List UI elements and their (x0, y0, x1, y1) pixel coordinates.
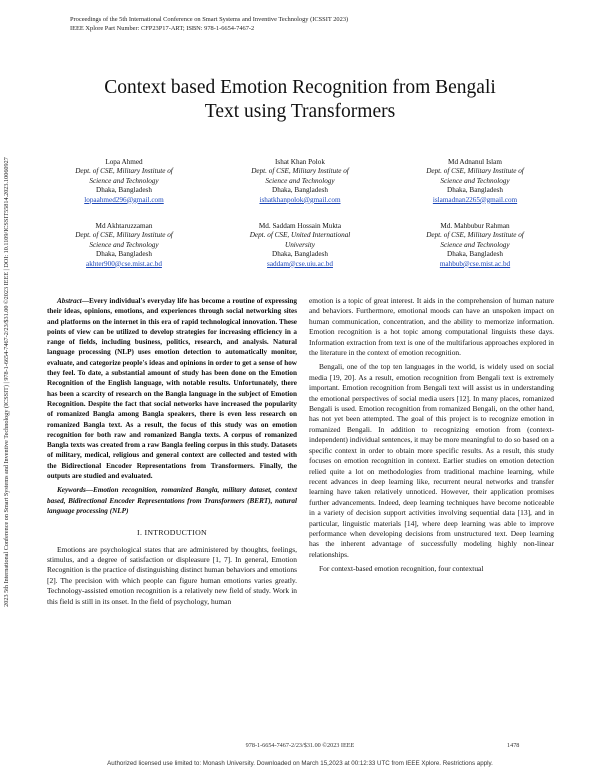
author-dept: Dept. of CSE, Military Institute of (426, 167, 524, 176)
author-block (400, 158, 550, 205)
abstract-label: Abstract (57, 297, 82, 305)
author-city: Dhaka, Bangladesh (96, 186, 152, 195)
header-line-1: Proceedings of the 5th International Conference on Smart Systems and Inventive Technology (ICSSIT 2023) (70, 16, 349, 23)
author-city: Dhaka, Bangladesh (447, 250, 503, 259)
author-city: Dhaka, Bangladesh (272, 186, 328, 195)
author-city: Dhaka, Bangladesh (96, 250, 152, 259)
author-inst: Science and Technology (265, 176, 335, 185)
body-paragraph: For context-based emotion recognition, four contextual (319, 564, 484, 574)
footer-isbn: 978-1-6654-7467-2/23/$31.00 ©2023 IEEE (245, 742, 355, 749)
author-name: Md. Saddam Hossain Mukta (258, 222, 342, 230)
author-name: Lopa Ahmed (105, 158, 143, 166)
author-block (49, 158, 199, 205)
author-name: Ishat Khan Polok (275, 158, 325, 166)
author-block (225, 222, 375, 269)
abstract-text: —Every individual's everyday life has become a routine of expressing their ideas, opinions, emotions, and experiences through social networking sites and platforms on the internet in this era of rapid technological innovation. These points of view can be utilized to develop strategies for increasing efficiency in a range of fields, including business, politics, research, and analysis. Natural language processing (NLP) uses emotion detection to automatically monitor, evaluate, and categorize people's ideas and opinions in order to get a sense of how they feel. To date, a substantial amount of study has been done on the Emotion Recognition of the English language, with notable results. Unfortunately, there has been a scarcity of research on the Bangla language in the subject of Emotion Recognition. Despite the fact that social networks have increased the popularity of romanized Bangla among Bangla speakers, there is even less research on romanized Bangla text. As a result, the focus of this study was on emotion recognition for both raw and romanized Bangla texts. A corpus of romanized Bangla texts was created from a raw Bangla feeling corpus in this study. Datasets of military, medical, religious and general context are collected and tested with the Bidirectional Encoder Representations from Transformers. Finally, the outputs are studied and evaluated. (47, 297, 297, 481)
doi-sidebar: 2023 5th International Conference on Smart Systems and Inventive Technology (ICSSIT) | 978-1-6654-7467-2/23/$31.00 ©2023 IEEE | DOI: 10.1109/ICSSIT55814.2023.10060927 (3, 157, 10, 607)
section-heading-introduction: I. INTRODUCTION (137, 528, 207, 538)
keywords-text: Emotion recognition, romanized Bangla, military dataset, context based, Bidirectional Encoder Representations from Transformers (BERT), natural language processing (NLP) (47, 486, 297, 515)
author-email-link[interactable]: islamadnan2265@gmail.com (432, 195, 518, 204)
intro-paragraph: Emotions are psychological states that are administered by thoughts, feelings, stimulus, and a degree of satisfaction or displeasure [1, 7]. In general, Emotion Recognition is the practice of distinguishing distinct human behaviors and emotions [2]. The precision with which people can figure human emotions varies greatly. Technology-assisted emotion recognition is a relatively new field of study. Work in this field is still in its onset. In the field of psychology, human (47, 544, 297, 606)
author-inst: University (285, 240, 315, 249)
author-email-link[interactable]: akhter900@cse.mist.ac.bd (86, 259, 162, 268)
author-inst: Science and Technology (440, 176, 510, 185)
body-paragraph: Bengali, one of the top ten languages in the world, is widely used on social media [19, 20]. As a result, emotion recognition from Bengali text is extremely important. Emotion recognition from Bengali text will assist us in understanding the emotional perspectives of social media users [12]. In many places, romanized Bengali is used. Emotion recognition from romanized Bengali, on the other hand, has not yet been attempted. The goal of this project is to recognize emotion in romanized Bengali. In addition to recognizing emotion from (context-independent) individual sentences, it may be more meaningful to do so based on a specific context in order to obtain more specific results. As a result, this study focuses on emotion recognition in context. Earlier studies on emotion detection relied quite a lot on methodologies from traditional machine learning, while recent advances in deep learning like, recurrent neural networks and transfer learning have taken relatively unnoticed. However, their application promises further advancements. Indeed, deep learning techniques have become noticeable in a variety of decision support activities involving sequential data [13], and in particular, linguistic materials [14], where deep learning was able to improve performance when developing decisions from unstructured text. Deep learning has the inherent advantage of successfully modeling highly non-linear relationships. (309, 362, 554, 559)
author-inst: Science and Technology (89, 240, 159, 249)
author-city: Dhaka, Bangladesh (272, 250, 328, 259)
conference-header (70, 15, 348, 33)
author-email-link[interactable]: mahbub@cse.mist.ac.bd (439, 259, 511, 268)
right-column (309, 296, 554, 579)
author-inst: Science and Technology (440, 240, 510, 249)
author-inst: Science and Technology (89, 176, 159, 185)
paper-title (40, 76, 560, 124)
author-dept: Dept. of CSE, Military Institute of (251, 167, 349, 176)
author-name: Md. Mahbubur Rahman (440, 222, 510, 230)
author-name: Md Akhtaruzzaman (95, 222, 153, 230)
author-dept: Dept. of CSE, Military Institute of (75, 231, 173, 240)
body-paragraph: emotion is a topic of great interest. It aids in the comprehension of human nature and behaviors. Furthermore, emotional moods can have an unspoken impact on human communication, concentration, and the ability to memorize information. Emotion recognition is a hot topic among computational linguists these days. Information extraction from text is one of the multifarious approaches explored in the literature in the context of emotion recognition. (309, 296, 554, 358)
author-email-link[interactable]: ishatkhanpolok@gmail.com (259, 195, 341, 204)
author-block (400, 222, 550, 269)
abstract (47, 296, 297, 481)
page-number: 1478 (507, 742, 520, 749)
title-line-2: Text using Transformers (204, 101, 396, 122)
author-dept: Dept. of CSE, Military Institute of (75, 167, 173, 176)
title-line-1: Context based Emotion Recognition from Bengali (104, 77, 496, 98)
left-column (47, 296, 297, 611)
header-line-2: IEEE Xplore Part Number: CFP23P17-ART; ISBN: 978-1-6654-7467-2 (70, 25, 255, 32)
author-name: Md Adnanul Islam (448, 158, 502, 166)
keywords-label: Keywords— (57, 486, 93, 495)
keywords (47, 485, 297, 516)
author-dept: Dept. of CSE, Military Institute of (426, 231, 524, 240)
author-city: Dhaka, Bangladesh (447, 186, 503, 195)
author-dept: Dept. of CSE, United International (249, 231, 351, 240)
license-notice: Authorized licensed use limited to: Monash University. Downloaded on March 15,2023 at 00:12:33 UTC from IEEE Xplore. Restrictions apply. (107, 760, 493, 767)
author-email-link[interactable]: saddam@cse.uiu.ac.bd (267, 259, 333, 268)
author-block (49, 222, 199, 269)
author-email-link[interactable]: lopaahmed296@gmail.com (84, 195, 164, 204)
author-block (225, 158, 375, 205)
